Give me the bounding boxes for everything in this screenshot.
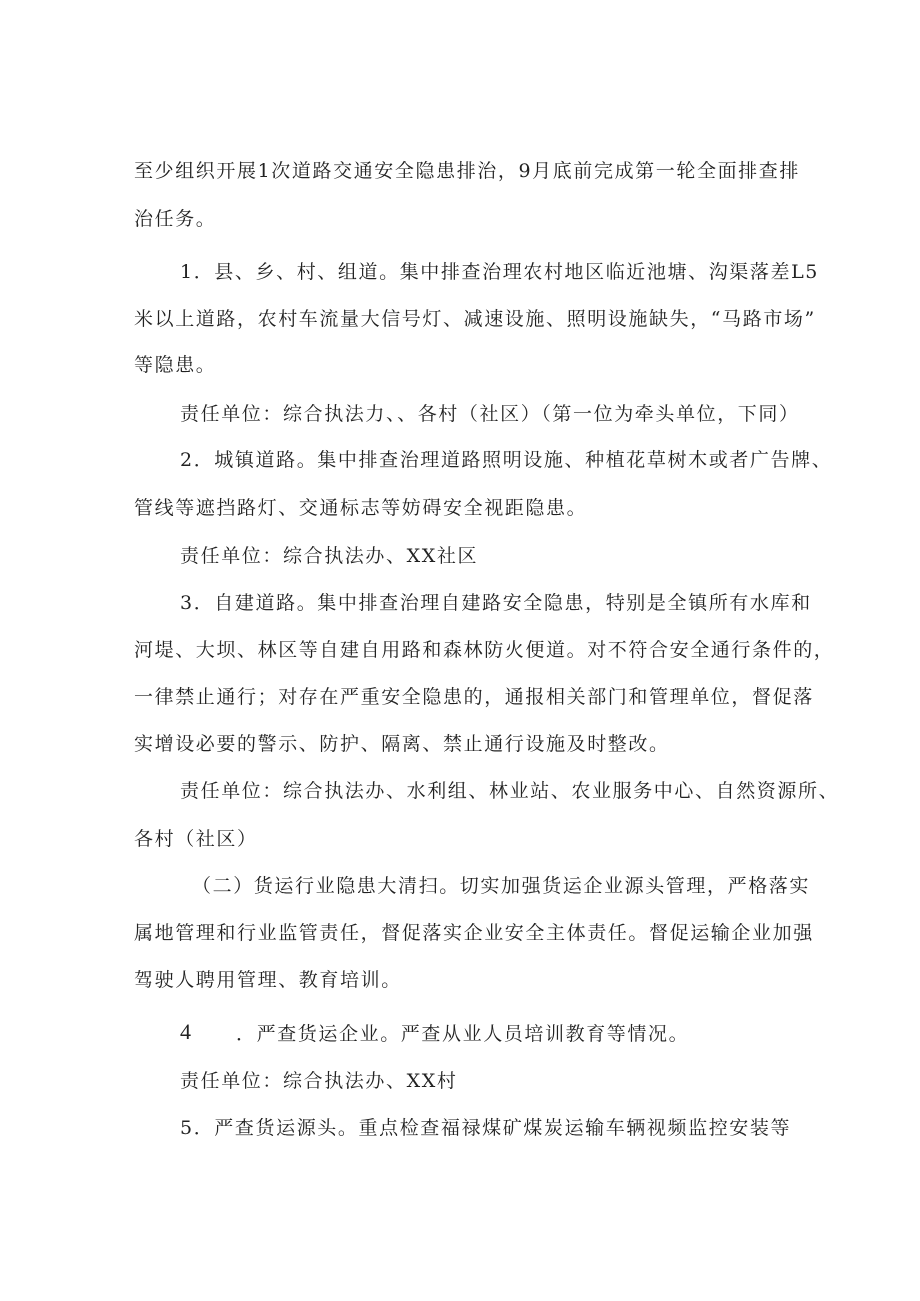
text-line: 1．县、乡、村、组道。集中排查治理农村地区临近池塘、沟渠落差L5 [180, 261, 819, 283]
text-line: 等隐患。 [134, 354, 217, 376]
text-line: 驾驶人聘用管理、教育培训。 [134, 969, 402, 991]
text-line: 3．自建道路。集中排查治理自建路安全隐患，特别是全镇所有水库和 [180, 592, 812, 614]
responsibility-line: 责任单位：综合执法办、XX村 [180, 1070, 458, 1092]
text-line: 米以上道路，农村车流量大信号灯、减速设施、照明设施缺失，“马路市场” [134, 308, 816, 330]
text-line: ．严查货运企业。严查从业人员培训教育等情况。 [236, 1023, 690, 1045]
responsibility-line: 责任单位：综合执法办、XX社区 [180, 545, 479, 567]
text-line: 管线等遮挡路灯、交通标志等妨碍安全视距隐患。 [134, 497, 588, 519]
responsibility-line: 各村（社区） [134, 828, 258, 850]
text-line: 5．严查货运源头。重点检查福禄煤矿煤炭运输车辆视频监控安装等 [180, 1117, 792, 1139]
responsibility-line: 责任单位：综合执法办、水利组、林业站、农业服务中心、自然资源所、 [180, 780, 840, 802]
responsibility-line: 责任单位：综合执法力、、各村（社区）（第一位为牵头单位，下同） [180, 403, 800, 425]
text-line: 至少组织开展1次道路交通安全隐患排治，9月底前完成第一轮全面排查排 [134, 160, 800, 182]
text-line: 实增设必要的警示、防护、隔离、禁止通行设施及时整改。 [134, 733, 670, 755]
text-line: 河堤、大坝、林区等自建自用路和森林防火便道。对不符合安全通行条件的， [134, 639, 835, 661]
text-line: 属地管理和行业监管责任，督促落实企业安全主体责任。督促运输企业加强 [134, 922, 814, 944]
section-heading: （二）货运行业隐患大清扫。切实加强货运企业源头管理，严格落实 [192, 875, 811, 897]
text-line: 治任务。 [134, 208, 217, 230]
text-line: 一律禁止通行；对存在严重安全隐患的，通报相关部门和管理单位，督促落 [134, 686, 814, 708]
item-number: 4 [180, 1019, 191, 1044]
text-line: 2．城镇道路。集中排查治理道路照明设施、种植花草树木或者广告牌、 [180, 449, 833, 471]
